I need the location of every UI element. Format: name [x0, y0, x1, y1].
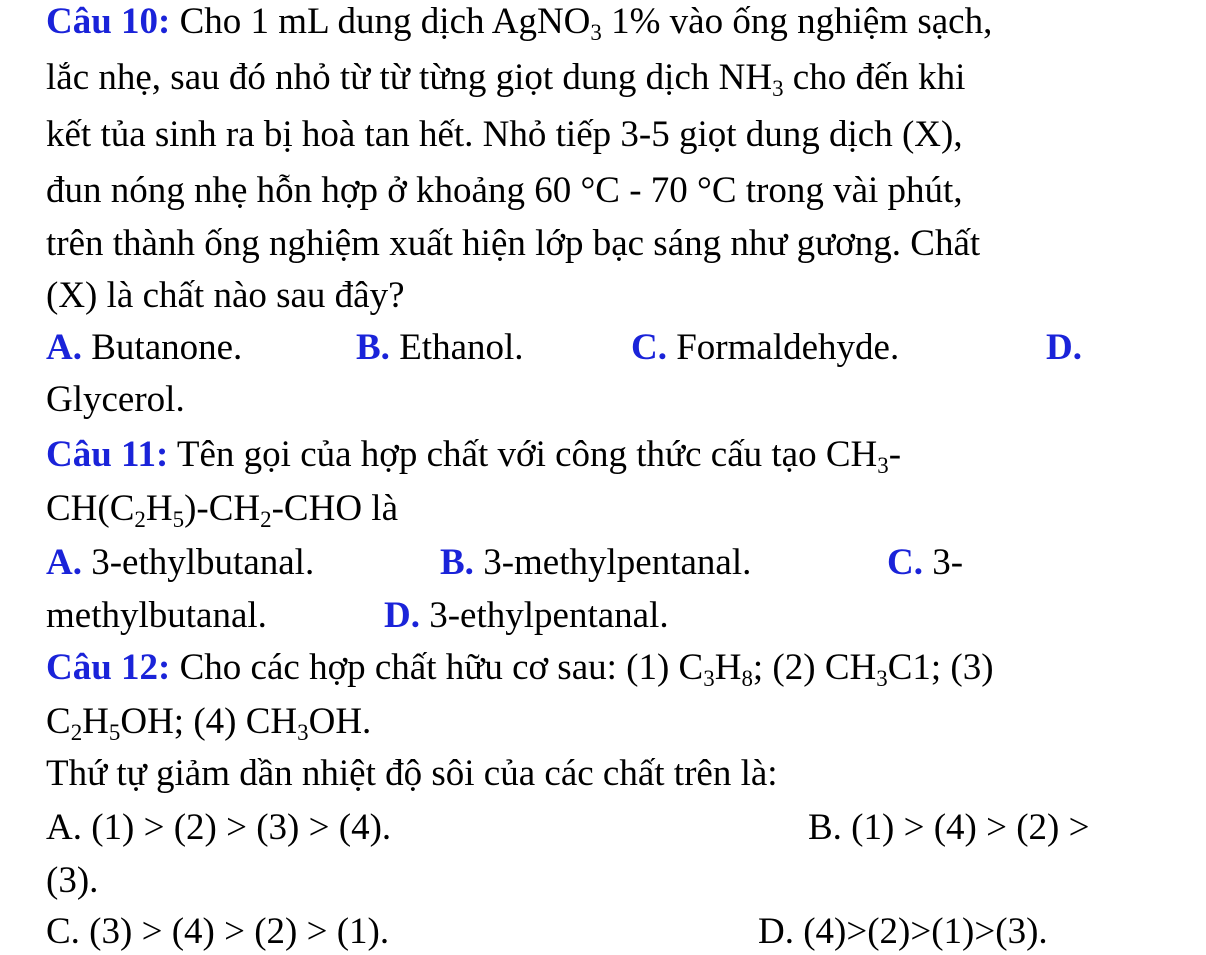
- q11-text-2c: )-CH: [184, 488, 261, 529]
- q10-line-3: kết tủa sinh ra bị hoà tan hết. Nhỏ tiếp 3-5 giọt dung dịch (X),: [46, 114, 963, 155]
- q11-sub-2c: 2: [260, 506, 272, 532]
- q10-text-2a: lắc nhẹ, sau đó nhỏ từ từ từng giọt dung dịch NH: [46, 57, 773, 98]
- q11-label: Câu 11:: [46, 434, 169, 475]
- q12-sub-2b: 5: [108, 719, 121, 745]
- q11-text-2a: CH(C: [46, 488, 135, 529]
- q11-option-c-label: C.: [887, 542, 923, 583]
- q10-line-1: [46, 0, 992, 44]
- q11-option-a[interactable]: [46, 541, 314, 585]
- q11-option-b-label: B.: [440, 542, 474, 583]
- q10-option-a-text: Butanone.: [81, 327, 243, 368]
- q10-text-1b: 1% vào ống nghiệm sạch,: [601, 1, 993, 42]
- q12-option-c[interactable]: C. (3) > (4) > (2) > (1).: [46, 911, 390, 952]
- q10-label: Câu 10:: [46, 1, 171, 42]
- q10-line-5: trên thành ống nghiệm xuất hiện lớp bạc sáng như gương. Chất: [46, 223, 981, 264]
- q10-option-a-label: A.: [46, 327, 82, 368]
- q10-line-8: Glycerol.: [46, 379, 185, 420]
- q11-option-d-text: 3-ethylpentanal.: [419, 595, 669, 636]
- q10-line-2: [46, 56, 965, 100]
- q12-sub-1c: 3: [876, 665, 888, 691]
- q11-line-2: [46, 487, 398, 531]
- q10-text-1a: Cho 1 mL dung dịch AgNO: [170, 1, 591, 42]
- q10-text-2b: cho đến khi: [783, 57, 966, 98]
- q10-line-4: đun nóng nhẹ hỗn hợp ở khoảng 60 °C - 70 °C trong vài phút,: [46, 170, 963, 211]
- q11-option-d-label: D.: [384, 595, 420, 636]
- q11-text-1a: Tên gọi của hợp chất với công thức cấu tạo CH: [168, 434, 878, 475]
- q11-line-4: [46, 594, 267, 638]
- q10-sub-2: 3: [772, 75, 784, 101]
- q12-sub-2c: 3: [297, 719, 309, 745]
- q11-option-a-text: 3-ethylbutanal.: [81, 542, 315, 583]
- q12-sub-1a: 3: [703, 665, 715, 691]
- q12-option-b-cont: (3).: [46, 860, 99, 901]
- q12-text-1a: Cho các hợp chất hữu cơ sau: (1) C: [170, 647, 704, 688]
- q10-sub-1: 3: [590, 19, 602, 45]
- q12-sub-1b: 8: [741, 665, 753, 691]
- q10-line-6: (X) là chất nào sau đây?: [46, 275, 405, 316]
- q10-option-d-label: D.: [1046, 327, 1082, 368]
- q12-line-3: Thứ tự giảm dần nhiệt độ sôi của các chất trên là:: [46, 753, 778, 794]
- q11-sub-2b: 5: [172, 506, 185, 532]
- q12-text-2d: OH.: [308, 701, 372, 742]
- q11-option-b[interactable]: [440, 541, 751, 585]
- q10-option-b[interactable]: [356, 326, 524, 370]
- q12-option-d[interactable]: D. (4)>(2)>(1)>(3).: [758, 911, 1048, 952]
- q11-sub-1: 3: [877, 452, 889, 478]
- q10-option-c-text: Formaldehyde.: [666, 327, 900, 368]
- q12-text-2a: C: [46, 701, 71, 742]
- q12-sub-2a: 2: [70, 719, 83, 745]
- q11-line-1: [46, 433, 901, 477]
- q10-option-b-label: B.: [356, 327, 390, 368]
- q12-text-2c: OH; (4) CH: [120, 701, 298, 742]
- q12-option-a[interactable]: A. (1) > (2) > (3) > (4).: [46, 807, 392, 848]
- q12-text-1c: ; (2) CH: [752, 647, 877, 688]
- q10-option-b-text: Ethanol.: [389, 327, 524, 368]
- q10-option-c-label: C.: [631, 327, 667, 368]
- q12-label: Câu 12:: [46, 647, 171, 688]
- q12-line-1: [46, 646, 994, 690]
- q11-option-a-label: A.: [46, 542, 82, 583]
- q10-option-c[interactable]: [631, 326, 899, 370]
- q11-option-b-text: 3-methylpentanal.: [473, 542, 752, 583]
- q12-text-1d: C1; (3): [887, 647, 994, 688]
- q11-option-c[interactable]: [887, 541, 963, 585]
- q11-option-d[interactable]: [384, 594, 669, 638]
- q10-option-d[interactable]: [1046, 326, 1082, 370]
- q12-text-2b: H: [82, 701, 109, 742]
- q12-line-2: [46, 700, 371, 744]
- q11-text-2d: -CHO là: [271, 488, 398, 529]
- q11-sub-2a: 2: [134, 506, 146, 532]
- q11-line-4-text: methylbutanal.: [46, 595, 267, 636]
- q11-text-2b: H: [145, 488, 173, 529]
- q11-text-1b: -: [888, 434, 902, 475]
- q10-option-a[interactable]: [46, 326, 242, 370]
- q12-option-b[interactable]: B. (1) > (4) > (2) >: [808, 807, 1090, 848]
- q11-option-c-text: 3-: [922, 542, 964, 583]
- q12-text-1b: H: [714, 647, 742, 688]
